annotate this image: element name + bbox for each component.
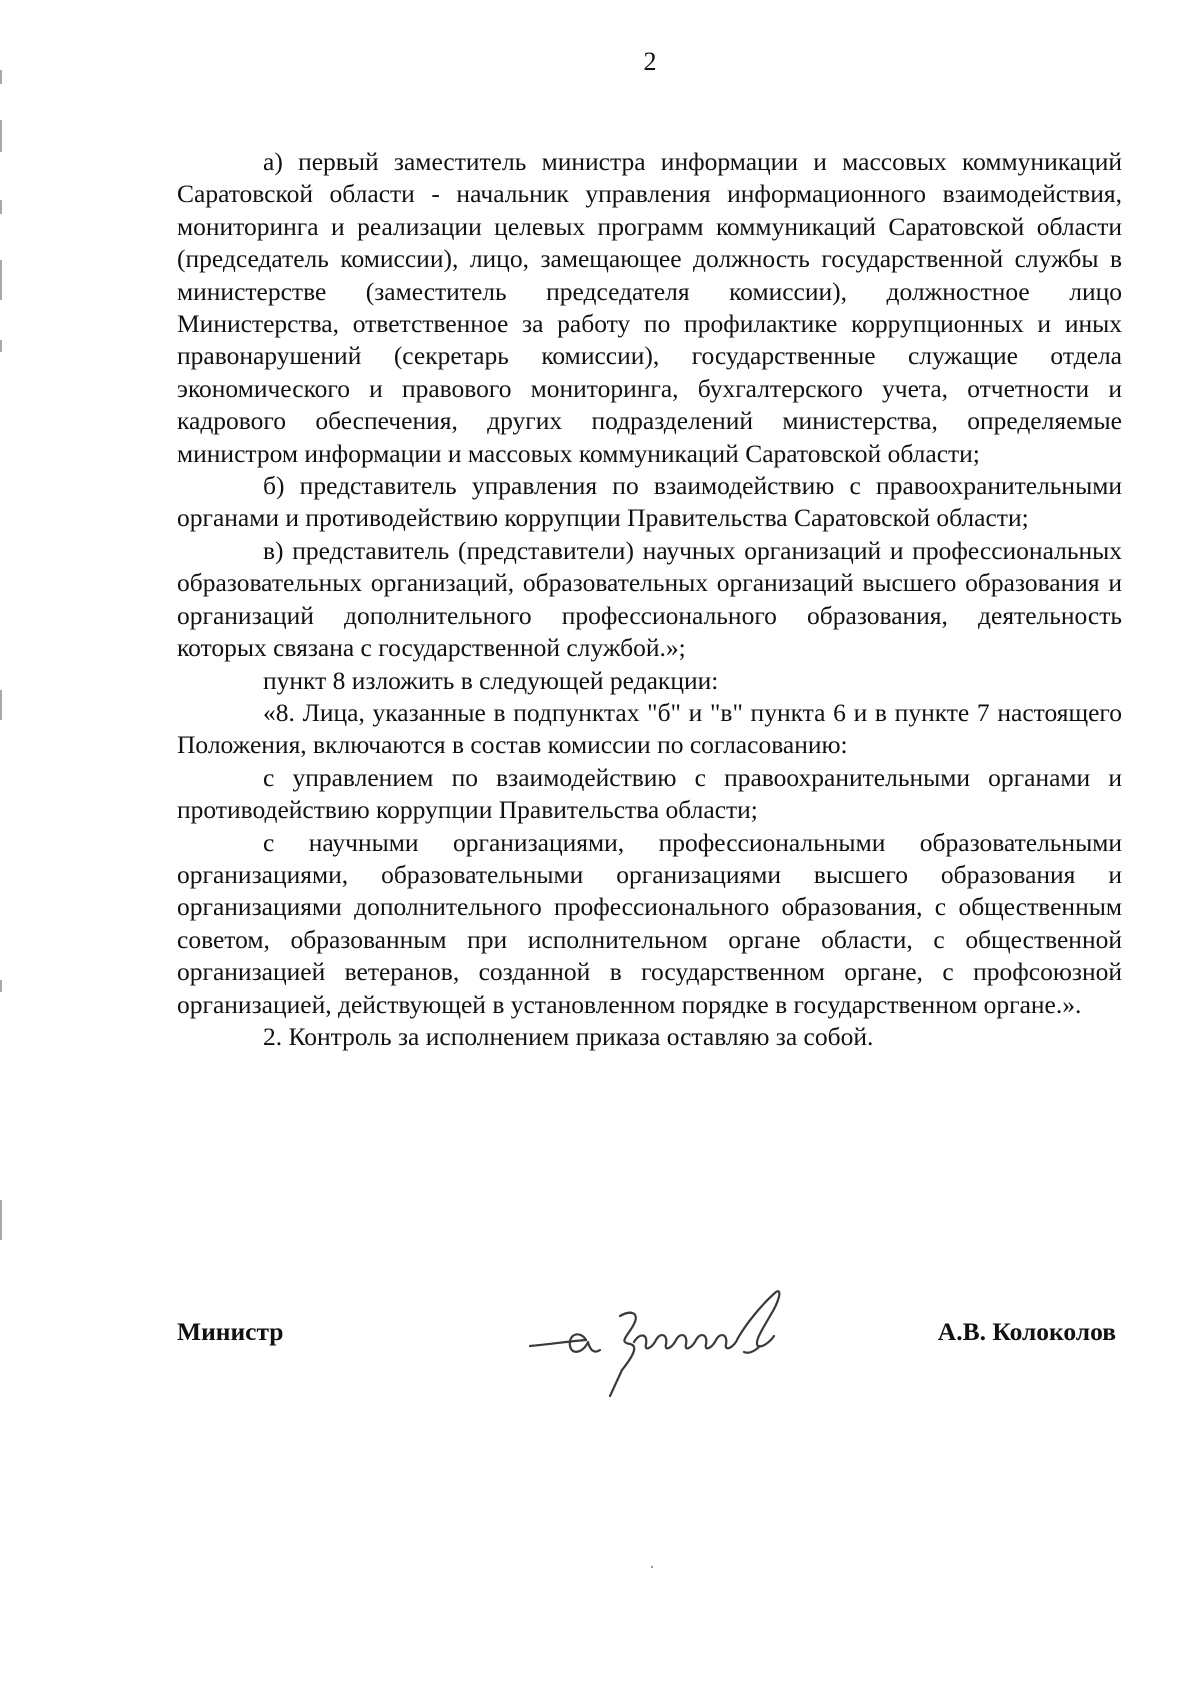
- document-body: [177, 146, 1122, 1053]
- signature-block: [177, 1304, 1122, 1424]
- paragraph-v-education-reps: в) представитель (представители) научных организаций и профессиональных образовательных организаций, образовательных организаций высшего образования и организаций дополнительного профессионального образования, деятельность которых связана с государственной службой.»;: [177, 535, 1122, 663]
- paragraph-a-commission-members: а) первый заместитель министра информации и массовых коммуникаций Саратовской области - начальник управления информационного взаимодействия, мониторинга и реализации целевых программ коммуникаций Саратовской области (председатель комиссии), лицо, замещающее должность государственной службы в министерстве (заместитель председателя комиссии), должностное лицо Министерства, ответственное за работу по профилактике коррупционных и иных правонарушений (секретарь комиссии), государственные служащие отдела экономического и правового мониторинга, бухгалтерского учета, отчетности и кадрового обеспечения, других подразделений министерства, определяемые министром информации и массовых коммуникаций Саратовской области;: [177, 147, 1122, 468]
- paragraph-agreement-anti-corruption: с управлением по взаимодействию с правоохранительными органами и противодействию коррупции Правительства области;: [177, 762, 1122, 825]
- signatory-title: Министр: [177, 1317, 284, 1346]
- scan-artifact: [651, 1566, 653, 1568]
- scan-edge-marks: [0, 0, 3, 1700]
- paragraph-point-8-text: «8. Лица, указанные в подпунктах "б" и "в" пункта 6 и в пункте 7 настоящего Положения, включаются в состав комиссии по согласованию:: [177, 697, 1122, 760]
- paragraph-agreement-organizations: с научными организациями, профессиональными образовательными организациями, образовательными организациями высшего образования и организациями дополнительного профессионального образования, с общественным советом, образованным при исполнительном органе области, с общественной организацией ветеранов, созданной в государственном органе, с профсоюзной организацией, действующей в установленном порядке в государственном органе.».: [177, 827, 1122, 1019]
- paragraph-b-law-enforcement-rep: б) представитель управления по взаимодействию с правоохранительными органами и противодействию коррупции Правительства Саратовской области;: [177, 471, 1122, 533]
- signatory-name: А.В. Колоколов: [937, 1317, 1116, 1346]
- paragraph-control: 2. Контроль за исполнением приказа оставляю за собой.: [263, 1021, 874, 1051]
- page-number: 2: [643, 47, 657, 76]
- handwritten-signature: [522, 1286, 812, 1406]
- paragraph-point-8-intro: пункт 8 изложить в следующей редакции:: [263, 665, 719, 695]
